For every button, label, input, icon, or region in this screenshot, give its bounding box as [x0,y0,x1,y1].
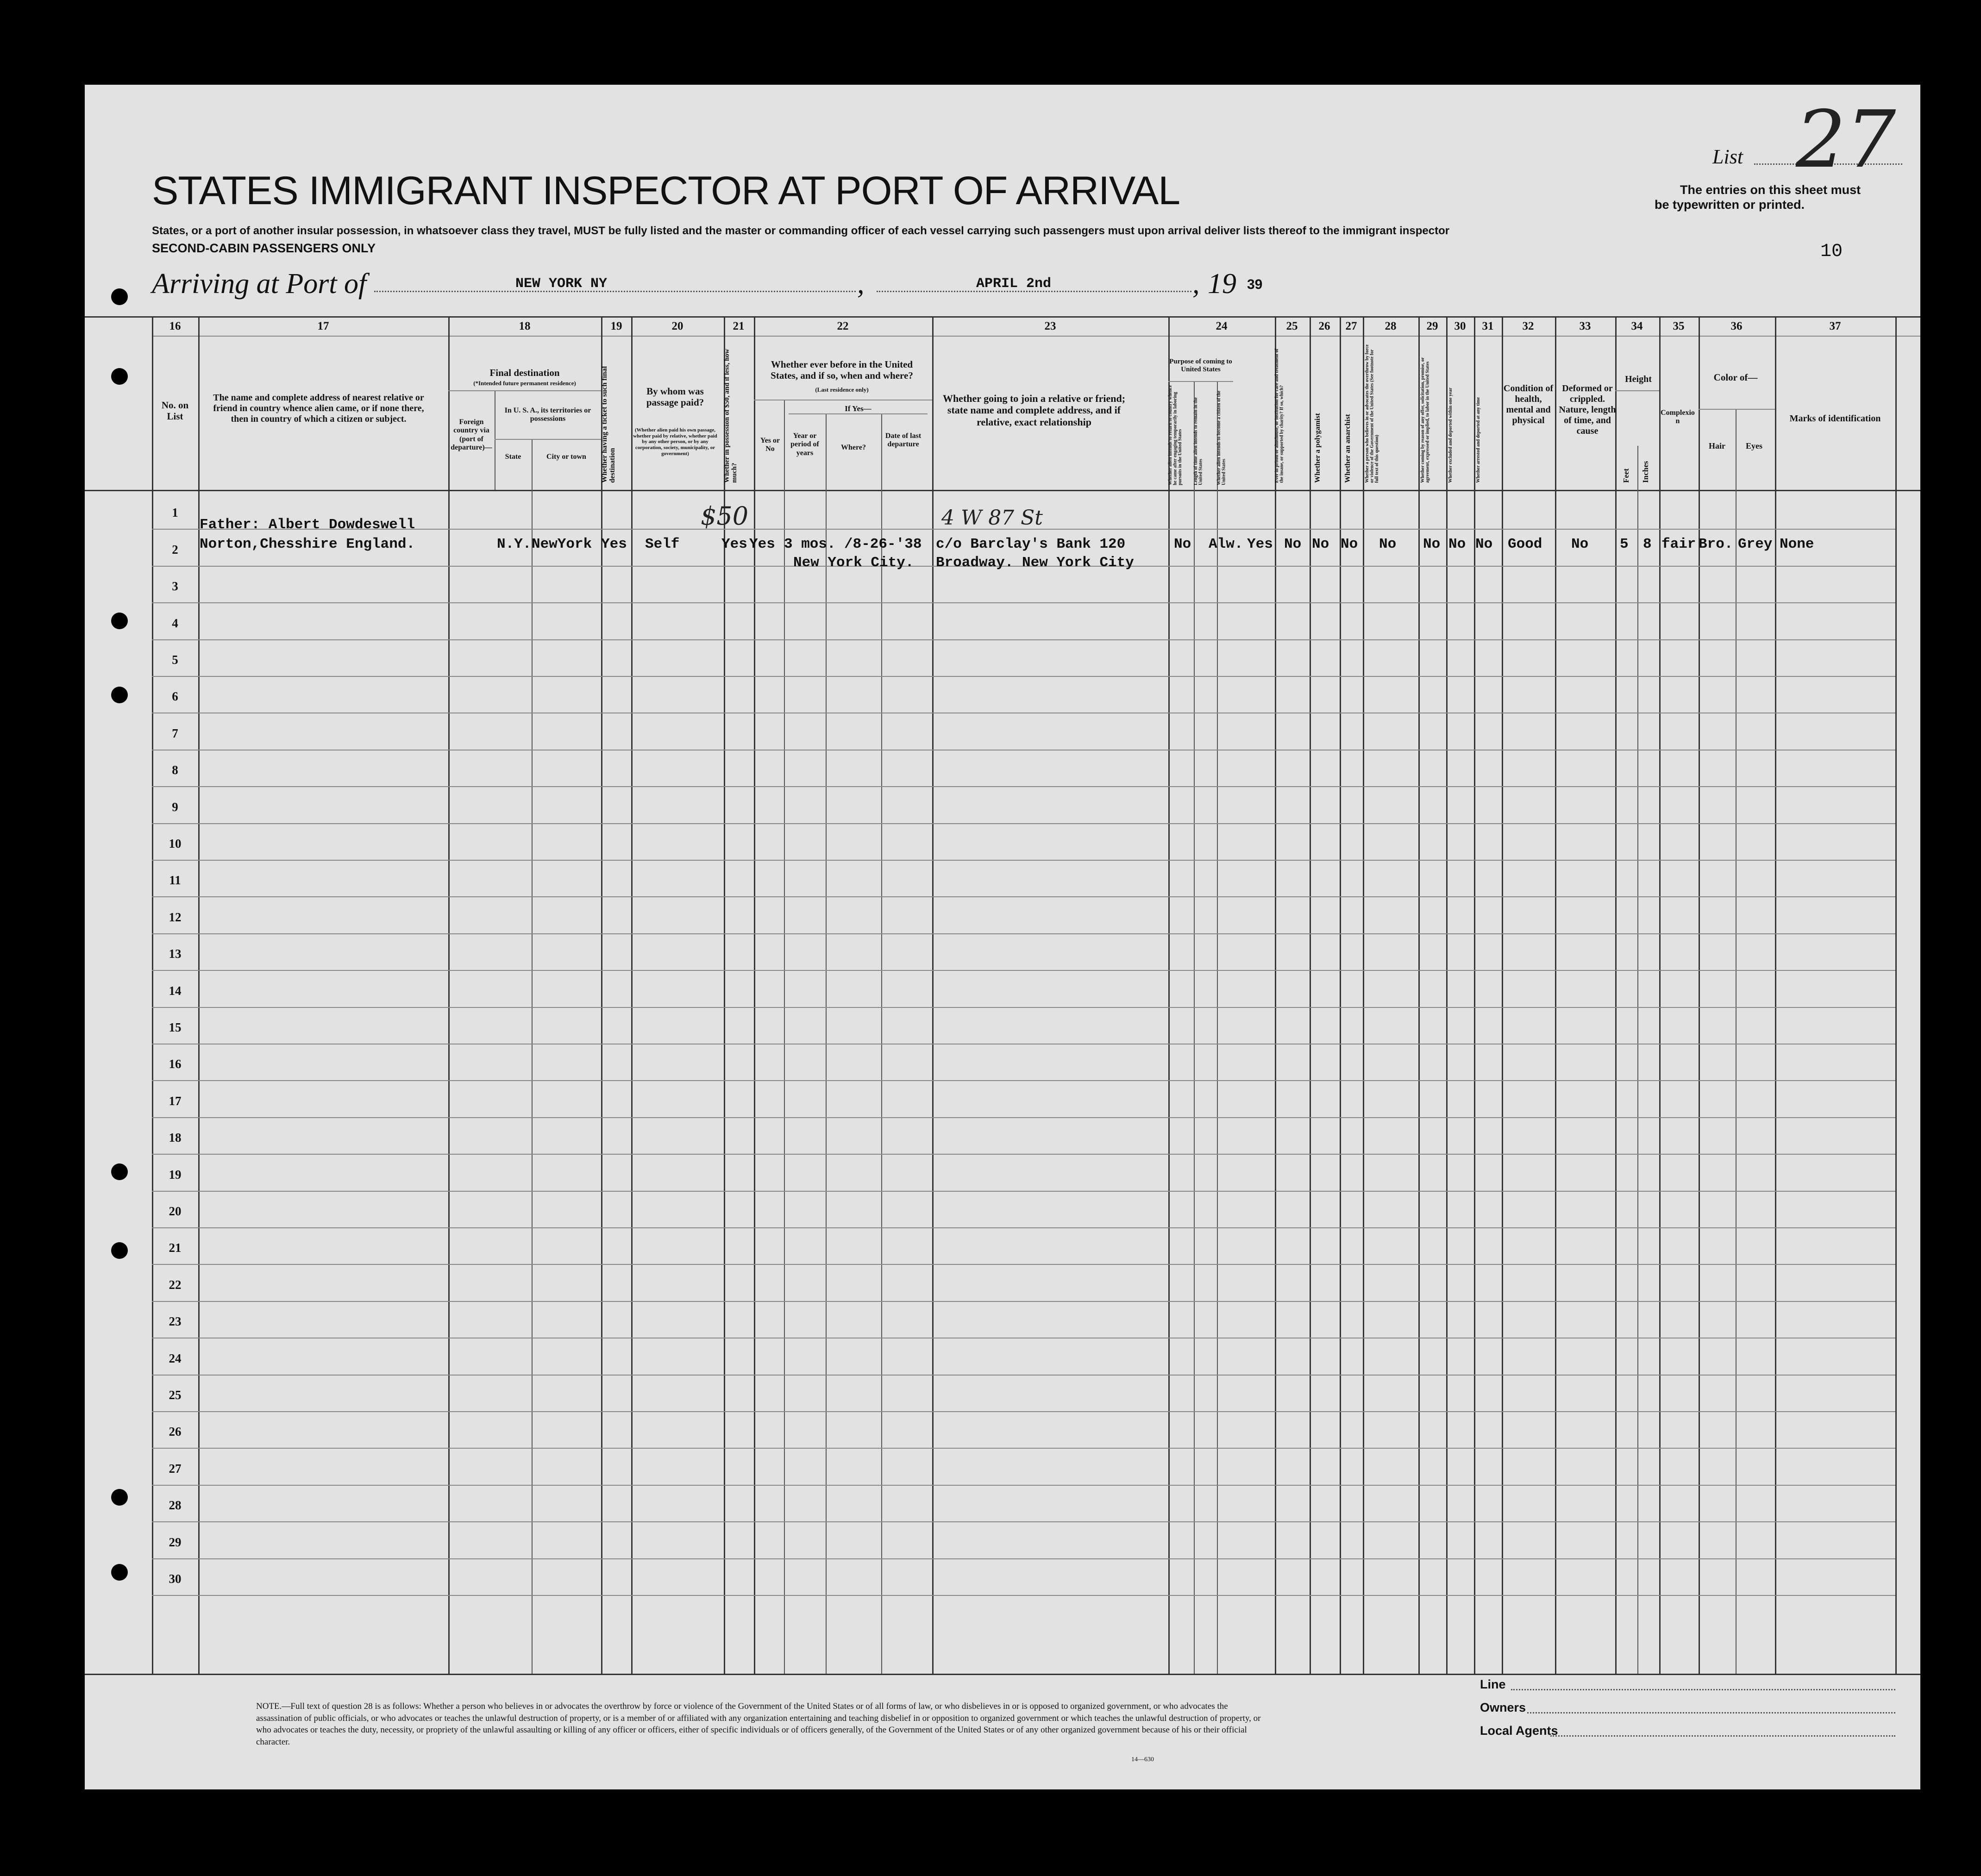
column-rule [631,316,633,1674]
column-rule [1340,316,1341,1674]
entry-labor: No [1423,536,1441,552]
row-rule [152,1595,1895,1596]
entry-state: N.Y. [497,536,532,552]
row-number: 11 [169,873,181,887]
column-rule [1502,316,1503,1674]
row-number: 18 [169,1131,182,1144]
head-hair: Hair [1709,441,1725,450]
entry-polygamist: No [1312,536,1329,552]
punch-hole [111,1564,128,1581]
row-number: 1 [172,506,178,519]
head-inches: Inches [1641,461,1650,483]
list-number: 27 [1796,94,1896,186]
manifest-sheet [85,85,1920,1789]
head-deformed: Deformed or crippled. Nature, length of time, and cause [1559,383,1616,436]
entry-before: Yes [749,536,775,552]
row-number: 21 [169,1241,182,1255]
head-foreign: Foreign country via (port of departure)— [451,418,492,452]
row-rule [152,1264,1895,1265]
row-rule [152,1411,1895,1412]
header-subrule [448,390,601,391]
entry-complexion: fair [1661,536,1696,552]
head-arrested: Whether arrested and deported at any time [1476,397,1481,483]
owners-label: Owners [1480,1701,1526,1714]
row-rule [152,602,1895,603]
row-rule [152,933,1895,934]
row-rule [152,1558,1895,1559]
punch-hole [111,1489,128,1506]
head-join: Whether going to join a relative or friend; state name and complete address, and if relative, exact relationship [942,393,1126,428]
head-purpose-b: Length of time alien intends to remain in the United States [1193,397,1204,485]
row-number: 26 [169,1425,182,1438]
table-bottom-rule [85,1674,1920,1675]
row-number: 19 [169,1168,182,1182]
row-rule [152,1191,1895,1192]
row-rule [152,1301,1895,1302]
punch-hole [111,288,128,305]
column-rule [1699,316,1700,1674]
column-rule [152,316,153,1674]
row-number: 14 [169,984,182,998]
column-number: 37 [1829,320,1841,332]
table-top-rule [85,316,1920,318]
row-rule [152,1227,1895,1228]
year-prefix: 19 [1208,268,1236,300]
entry-paid-by: Self [645,536,680,552]
column-rule [1275,316,1276,1674]
row-rule [152,1154,1895,1155]
column-rule [1895,316,1897,1674]
entry-ticket: Yes [601,536,627,552]
head-overthrow: Whether a person who believes in or advocates the overthrow by force or violence of the Government of the United States (See footnote for full text of this question) [1365,344,1379,483]
owners-field [1527,1712,1895,1713]
entry-money: Yes [721,536,747,552]
list-label: List [1712,145,1743,168]
column-number: 31 [1482,320,1494,332]
entry-relative-line1: Father: Albert Dowdeswell [200,517,415,533]
head-usa: In U. S. A., its territories or possessions [504,406,591,423]
row-rule [152,676,1895,677]
column-number: 18 [519,320,531,332]
date-value: APRIL 2nd [976,276,1052,292]
header-subrule [1615,390,1659,391]
head-if-yes: If Yes— [845,404,871,413]
arriving-label: Arriving at Port of [152,268,367,300]
head-city: City or town [546,453,586,461]
row-rule [152,1448,1895,1449]
punch-hole [111,368,128,385]
head-purpose-a: Whether alien intends to return to country whence he came after engaging temporarily in laboring pursuits in the United States [1168,385,1183,485]
sheet-number: 10 [1820,241,1843,262]
head-paid-by: By whom was passage paid? [646,386,704,408]
column-rule [754,316,755,1674]
head-eyes: Eyes [1746,441,1762,450]
row-rule [152,970,1895,971]
entries-note-1: The entries on this sheet must [1680,183,1861,197]
punch-hole [111,613,128,629]
footnote: NOTE.—Full text of question 28 is as follows: Whether a person who believes in or advocates the overthrow by force or violence of the Government of the United States or of all forms of law, or who disbelieves in or is opposed to organized government, or who advocates the assassination of public officials, or who advocates or teaches the unlawful destruction of property, or is a member of or affiliated with any organization entertaining and teaching disbelief in or opposition to organized government or which teaches the unlawful destruction of property, or who advocates or teaches the duty, necessity, or propriety of the unlawful assaulting or killing of any officer or officers, either of specific individuals or of officers generally, of the Government of the United States or of any other organized government because of his or their official character. [256,1701,1261,1747]
line-label: Line [1480,1677,1506,1691]
entry-marks: None [1780,536,1814,552]
row-number: 15 [169,1020,182,1034]
punch-hole [111,687,128,703]
head-where: Where? [841,444,866,451]
row-number: 28 [169,1498,182,1512]
column-rule [1775,316,1776,1674]
head-labor: Whether coming by reason of any offer, solicitation, promise, or agreement, expressed or implied, to labor in the United States [1420,357,1430,483]
row-number: 10 [169,837,182,850]
column-number: 25 [1286,320,1298,332]
column-number: 23 [1044,320,1056,332]
header-subrule [1168,381,1233,382]
head-before: Whether ever before in the United States, and if so, when and where? [771,359,913,381]
header-bottom-rule [85,490,1920,491]
head-anarchist: Whether an anarchist [1344,414,1352,483]
head-feet: Feet [1622,468,1630,483]
row-number: 22 [169,1278,182,1292]
column-rule [1418,316,1420,1674]
head-relative: The name and complete address of nearest relative or friend in country whence alien came, or if none there, then in country of which a citizen or subject. [213,393,424,424]
row-number: 7 [172,726,178,740]
header-subrule [1699,409,1775,410]
head-before-note: (Last residence only) [815,386,869,393]
head-final-note: (*Intended future permanent residence) [473,380,576,387]
entry-excluded: No [1448,536,1466,552]
comma: , [1192,268,1200,300]
row-number: 16 [169,1057,182,1071]
head-polygamist: Whether a polygamist [1314,413,1322,483]
entry-eyes: Grey [1738,536,1773,552]
header-subrule [495,439,601,440]
row-rule [152,896,1895,897]
head-marks: Marks of identification [1789,413,1881,424]
entry-join-line2: Broadway. New York City [936,555,1134,571]
entry-health: Good [1508,536,1542,552]
entry-citizen: Yes [1247,536,1273,552]
column-number: 27 [1345,320,1357,332]
column-number: 22 [837,320,849,332]
head-excluded: Whether excluded and deported within one year [1448,388,1453,483]
row-rule [152,786,1895,787]
entry-overthrow: No [1379,536,1397,552]
row-rule [152,860,1895,861]
entry-anarchist: No [1341,536,1358,552]
row-number: 8 [172,763,178,777]
head-purpose: Purpose of coming to United States [1169,358,1232,374]
column-rule [1168,316,1170,1674]
head-year: Year or period of years [790,432,819,457]
row-number: 12 [169,910,182,924]
column-number: 17 [317,320,329,332]
punch-hole [111,1163,128,1180]
column-number: 30 [1454,320,1466,332]
agents-field [1550,1735,1895,1737]
page-title: STATES IMMIGRANT INSPECTOR AT PORT OF ARRIVAL [152,169,1180,213]
row-number: 4 [172,616,178,630]
row-number: 30 [169,1572,182,1586]
head-health: Condition of health, mental and physical [1503,383,1554,425]
row-number: 5 [172,653,178,667]
row-number: 27 [169,1462,182,1476]
column-subrule [1194,381,1195,1674]
row-number: 17 [169,1094,182,1108]
column-number: 33 [1579,320,1591,332]
column-number: 29 [1426,320,1438,332]
entry-feet: 5 [1620,536,1629,552]
head-date: Date of last departure [885,432,922,449]
row-number: 3 [172,579,178,593]
column-number: 32 [1522,320,1534,332]
head-state: State [505,453,521,461]
agents-label: Local Agents [1480,1724,1558,1738]
column-subrule [1637,446,1638,1674]
entry-return: No [1174,536,1191,552]
handwritten-money: $50 [701,501,749,531]
head-prison: Ever in prison or almshouse, or institution for care and treatment of the insane, or supported by charity? If so, which? [1274,349,1285,483]
column-number: 24 [1216,320,1228,332]
column-rule [1446,316,1448,1674]
entry-city: NewYork [532,536,592,552]
column-number: 26 [1318,320,1330,332]
comma: , [857,268,865,300]
head-ticket: Whether having a ticket to such final destination [601,366,616,483]
column-number: 19 [610,320,622,332]
head-purpose-c: Whether alien intends to become a citizen of the United States [1216,390,1227,485]
punch-hole [111,1242,128,1259]
row-number: 25 [169,1388,182,1402]
head-color-of: Color of— [1713,372,1758,383]
column-subrule [1217,381,1218,1674]
row-number: 29 [169,1535,182,1549]
column-subrule [1736,409,1737,1674]
column-rule [448,316,450,1674]
column-rule [1555,316,1556,1674]
column-number: 36 [1730,320,1743,332]
row-rule [152,1375,1895,1376]
entries-note-2: be typewritten or printed. [1655,198,1805,212]
head-paid-note: (Whether alien paid his own passage, whether paid by relative, whether paid by any other person, or by any corporation, society, municipality, or government) [633,427,717,456]
header-subrule [789,413,928,414]
row-rule [152,1007,1895,1008]
head-height: Height [1625,374,1652,384]
column-number: 21 [733,320,745,332]
column-rule [601,316,602,1674]
column-rule [1310,316,1311,1674]
head-fifty: Whether in possession of $50, and if less, how much? [723,349,738,483]
row-number: 20 [169,1204,182,1218]
entry-prison: No [1284,536,1302,552]
column-subrule [532,439,533,1674]
entry-arrested: No [1475,536,1493,552]
subtitle: States, or a port of another insular possession, in whatsoever class they travel, MUST be fully listed and the master or commanding officer of each vessel carrying such passengers must upon arrival deliver lists thereof to the immigrant inspector [152,225,1450,237]
head-no-on-list: No. on List [161,400,189,422]
column-number: 34 [1631,320,1643,332]
row-rule [152,1521,1895,1522]
row-rule [152,1117,1895,1118]
row-number: 6 [172,689,178,703]
row-number: 9 [172,800,178,814]
column-rule [1474,316,1475,1674]
entry-where-date: /8-26-'38 [844,536,922,552]
entry-where-line2: New York City. [793,555,914,571]
entry-deformed: No [1571,536,1589,552]
row-number: 23 [169,1314,182,1328]
colnum-rule [152,336,1920,337]
row-rule [152,1485,1895,1486]
column-number: 28 [1385,320,1397,332]
row-rule [152,1080,1895,1081]
port-value: NEW YORK NY [515,276,608,292]
line-field [1511,1689,1895,1690]
head-complexion: Complexion [1661,409,1695,425]
entry-length: Alw. [1209,536,1243,552]
handwritten-join: 4 W 87 St [941,506,1043,530]
entry-relative-line2: Norton,Chesshire England. [200,536,415,552]
column-rule [1659,316,1661,1674]
year-suffix: 39 [1247,277,1263,292]
column-number: 16 [169,320,181,332]
column-subrule [784,400,785,1674]
form-number: 14—630 [1131,1756,1154,1763]
class-line: SECOND-CABIN PASSENGERS ONLY [152,241,376,255]
port-line [374,291,856,292]
column-rule [1363,316,1364,1674]
entry-hair: Bro. [1699,536,1733,552]
column-number: 20 [671,320,683,332]
row-number: 24 [169,1351,182,1365]
head-yes-no: Yes or No [760,437,780,453]
column-rule [932,316,934,1674]
column-number: 35 [1673,320,1685,332]
column-rule [1615,316,1617,1674]
row-number: 2 [172,543,178,557]
row-rule [152,823,1895,824]
entry-join-line1: c/o Barclay's Bank 120 [936,536,1126,552]
entry-inches: 8 [1643,536,1652,552]
row-number: 13 [169,947,182,961]
row-rule [152,639,1895,640]
head-final-destination: Final destination [489,367,560,378]
entry-period: 3 mos. [784,536,836,552]
